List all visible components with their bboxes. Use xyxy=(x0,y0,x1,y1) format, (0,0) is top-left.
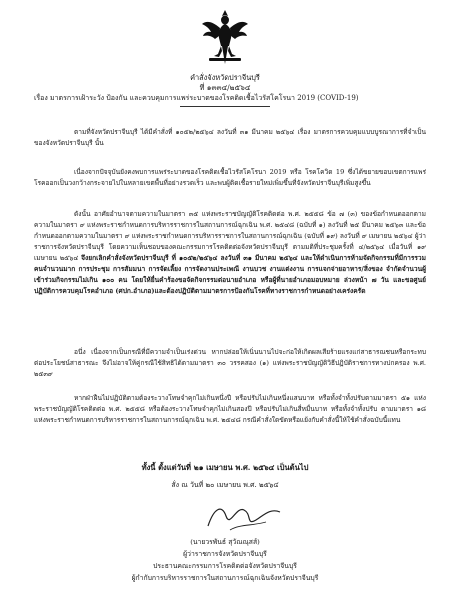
signatory-title-emergency: ผู้กำกับการบริหารราชการในสถานการณ์ฉุกเฉินจังหวัดปราจีนบุรี xyxy=(131,574,319,582)
order-title: คำสั่งจังหวัดปราจีนบุรี xyxy=(190,73,260,82)
authority-text: ดังนั้น อาศัยอำนาจตามความในมาตรา ๓๕ แห่งพระราชบัญญัติโรคติดต่อ พ.ศ. ๒๕๕๘ ข้อ ๗ (๓) ของข้อกำหนดออกตามความในมาตรา ๙ แห่งพระราชกำหนดการบริหารราชการในสถานการณ์ฉุกเฉิน พ.ศ. ๒๕๔๘ (ฉบับที่ ๑) ลงวันที่ ๒๕ มีนาคม ๒๕๖๓ และข้อกำหนดออกตามความในมาตรา ๙ แห่งพระราชกำหนดการบริหารราชการในสถานการณ์ฉุกเฉิน (ฉบับที่ ๑๙) ลงวันที่ ๙ เมษายน ๒๕๖๔ ผู้ว่าราชการจังหวัดปราจีนบุรี โดยความเห็นชอบของคณะกรรมการโรคติดต่อจังหวัดปราจีนบุรี ตามมติที่ประชุมครั้งที่ ๔/๒๕๖๔ เมื่อวันที่ ๑๙ เมษายน ๒๕๖๔ xyxy=(34,210,426,262)
signatory-title-governor: ผู้ว่าราชการจังหวัดปราจีนบุรี xyxy=(183,550,267,558)
handwritten-signature xyxy=(200,496,290,538)
authority-order-text: จึงยกเลิกคำสั่งจังหวัดปราจีนบุรี ที่ ๑๐๕๒/๒๕๖๔ ลงวันที่ ๓๑ มีนาคม ๒๕๖๔ และให้ดำเนินการห้ามจัดกิจกรรมที่มีการรวมคนจำนวนมาก การประชุม การสัมมนา การจัดเลี้ยง การจัดงานประเพณี งานบวช งานแต่งงาน การแจกจ่ายอาหาร/สิ่งของ จำกัดจำนวนผู้เข้าร่วมกิจกรรมไม่เกิน ๑๐๐ คน โดยให้ยื่นคำร้องขอจัดกิจกรรมต่อนายอำเภอ หรือผู้ที่นายอำเภอมอบหมาย ล่วงหน้า ๗ วัน และขอศูนย์ปฏิบัติการควบคุมโรคอำเภอ (ศปก.อำเภอ)และต้องปฏิบัติตามมาตรการป้องกันโรคที่ทางราชการกำหนดอย่างเคร่งครัด xyxy=(34,254,426,295)
signatory-title-committee: ประธานคณะกรรมการโรคติดต่อจังหวัดปราจีนบุรี xyxy=(153,562,297,570)
signatory-name: (นายวรพันธ์ สุวัณณุสส์) xyxy=(190,538,260,546)
paragraph-situation: เนื่องจากปัจจุบันยังคงพบการแพร่ระบาดของโรคติดเชื้อไวรัสโคโรนา 2019 หรือ โรคโควิด 19 ซึ่งได้ขยายขอบเขตการแพร่โรคออกเป็นวงกว้างกระจายไปในหลายเขตพื้นที่อย่างรวดเร็ว และพบผู้ติดเชื้อรายใหม่เพิ่มขึ้นที่จังหวัดปราจีนบุรีเพิ่มสูงขึ้น xyxy=(34,168,426,187)
order-number: ที่ ๑๓๓๔/๒๕๖๔ xyxy=(199,83,251,92)
order-date: สั่ง ณ วันที่ ๒๐ เมษายน พ.ศ. ๒๕๖๔ xyxy=(171,481,279,489)
header-divider xyxy=(180,106,270,107)
paragraph-reference: ตามที่จังหวัดปราจีนบุรี ได้มีคำสั่งที่ ๑๐๕๒/๒๕๖๔ ลงวันที่ ๓๑ มีนาคม ๒๕๖๔ เรื่อง มาตรการควบคุมแบบบูรณาการที่จำเป็นของจังหวัดปราจีนบุรี นั้น xyxy=(34,128,426,147)
garuda-emblem-icon xyxy=(199,6,251,68)
paragraph-urgency: อนึ่ง เนื่องจากเป็นกรณีที่มีความจำเป็นเร่งด่วน หากปล่อยให้เนิ่นนานไปจะก่อให้เกิดผลเสียร้ายแรงแก่สาธารณชนหรือกระทบต่อประโยชน์สาธารณะ จึงไม่อาจให้คู่กรณีใช้สิทธิได้ตามมาตรา ๓๐ วรรคสอง (๑) แห่งพระราชบัญญัติวิธีปฏิบัติราชการทางปกครอง พ.ศ. ๒๕๓๙ xyxy=(34,348,426,378)
paragraph-penalty: หากฝ่าฝืนไม่ปฏิบัติตามต้องระวางโทษจำคุกไม่เกินหนึ่งปี หรือปรับไม่เกินหนึ่งแสนบาท หรือทั้งจำทั้งปรับตามมาตรา ๕๑ แห่งพระราชบัญญัติโรคติดต่อ พ.ศ. ๒๕๕๘ หรือต้องระวางโทษจำคุกไม่เกินสองปี หรือปรับไม่เกินสี่หมื่นบาท หรือทั้งจำทั้งปรับ ตามมาตรา ๑๘ แห่งพระราชกำหนดการบริหารราชการในสถานการณ์ฉุกเฉิน พ.ศ. ๒๕๔๘ กรณีคำสั่งใดขัดหรือแย้งกับคำสั่งนี้ให้ใช้คำสั่งฉบับนี้แทน xyxy=(34,394,426,424)
order-subject: เรื่อง มาตรการเฝ้าระวัง ป้องกัน และควบคุมการแพร่ระบาดของโรคติดเชื้อไวรัสโคโรนา 2019 (COVID-19) xyxy=(34,94,359,102)
paragraph-authority xyxy=(34,209,426,297)
effective-date: ทั้งนี้ ตั้งแต่วันที่ ๒๑ เมษายน พ.ศ. ๒๕๖๔ เป็นต้นไป xyxy=(141,463,309,472)
